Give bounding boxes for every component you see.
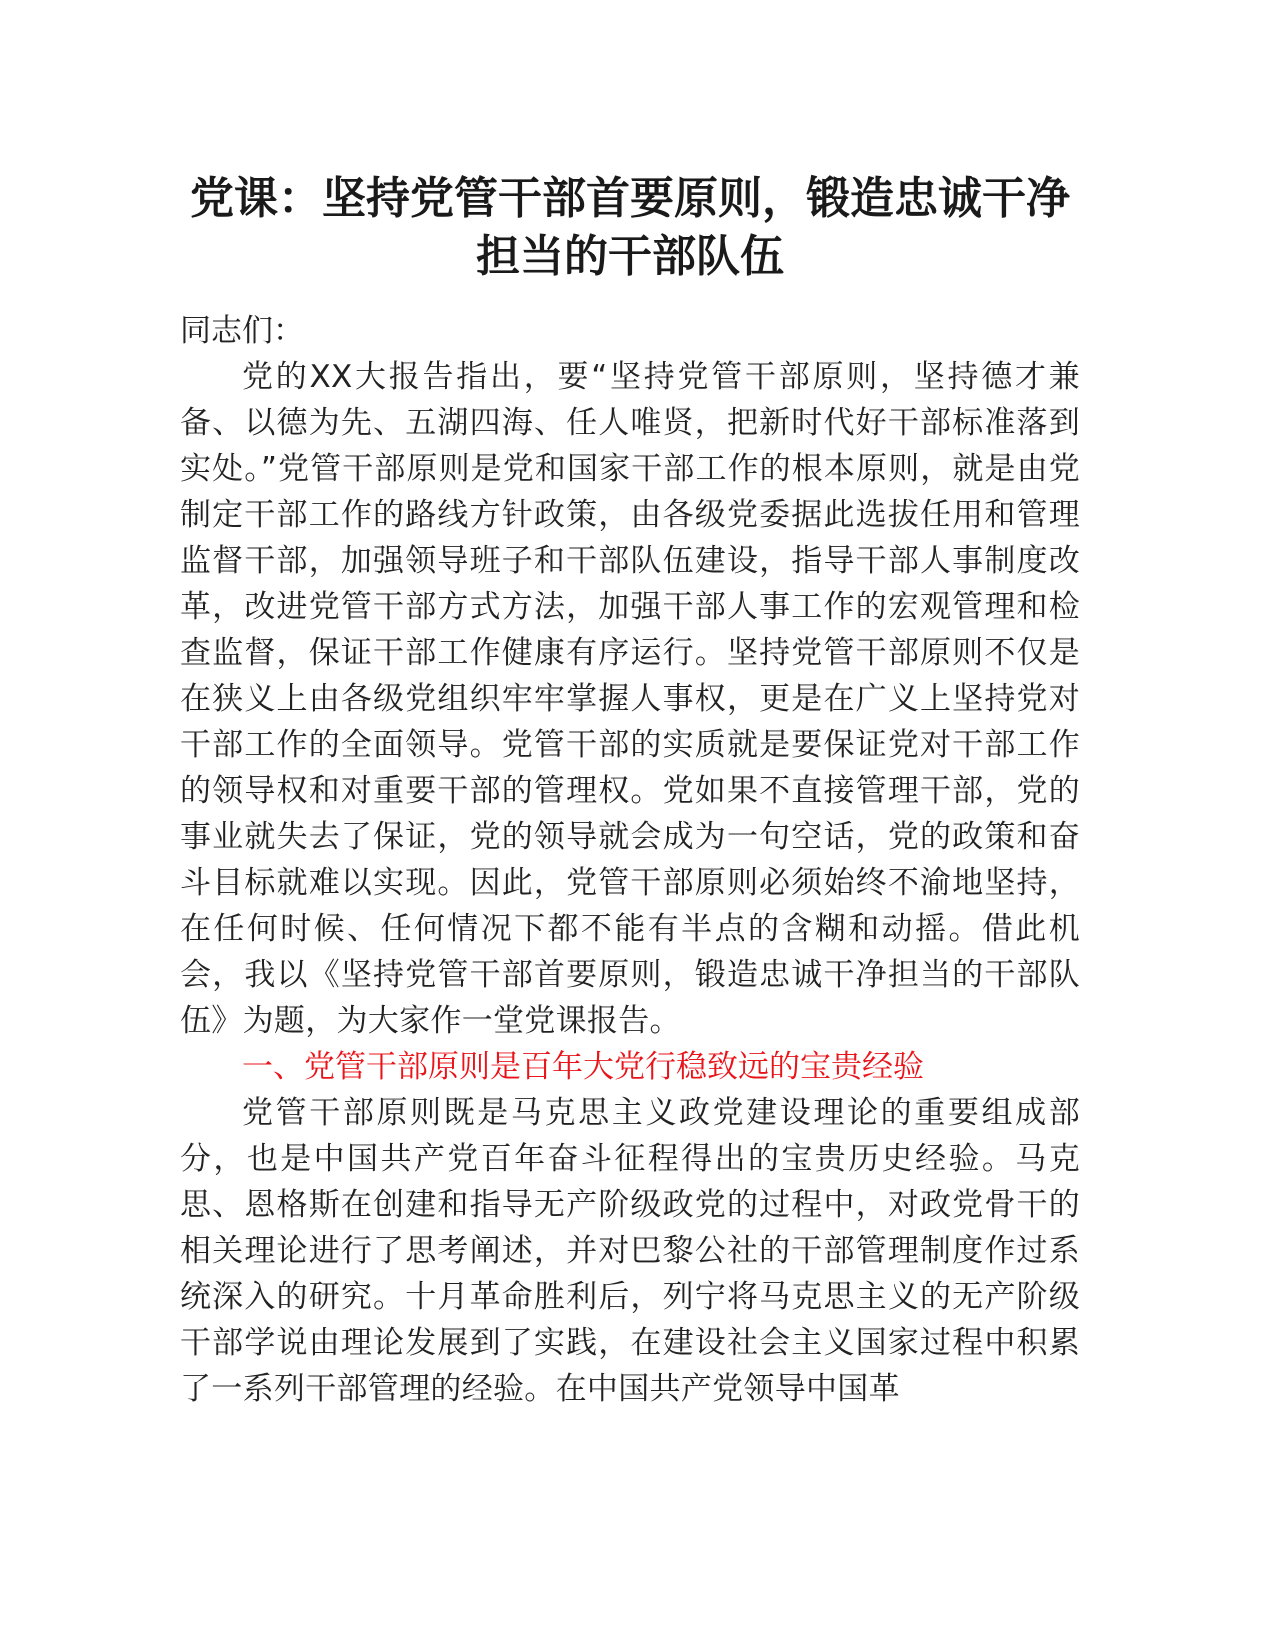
salutation: 同志们：	[180, 313, 304, 349]
document-title: 党课：坚持党管干部首要原则，锻造忠诚干净担当的干部队伍	[190, 173, 1070, 282]
document-page	[180, 170, 1080, 1412]
intro-paragraph: 党的XX大报告指出，要“坚持党管干部原则，坚持德才兼备、以德为先、五湖四海、任人唯贤，把新时代好干部标准落到实处。”党管干部原则是党和国家干部工作的根本原则，就是由党制定干部工作的路线方针政策，由各级党委据此选拔任用和管理监督干部，加强领导班子和干部队伍建设，指导干部人事制度改革，改进党管干部方式方法，加强干部人事工作的宏观管理和检查监督，保证干部工作健康有序运行。坚持党管干部原则不仅是在狭义上由各级党组织牢牢掌握人事权，更是在广义上坚持党对干部工作的全面领导。党管干部的实质就是要保证党对干部工作的领导权和对重要干部的管理权。党如果不直接管理干部，党的事业就失去了保证，党的领导就会成为一句空话，党的政策和奋斗目标就难以实现。因此，党管干部原则必须始终不渝地坚持，在任何时候、任何情况下都不能有半点的含糊和动摇。借此机会，我以《坚持党管干部首要原则，锻造忠诚干净担当的干部队伍》为题，为大家作一堂党课报告。	[180, 359, 1080, 1039]
section-heading-1: 一、党管干部原则是百年大党行稳致远的宝贵经验	[242, 1049, 924, 1085]
section-1-paragraph: 党管干部原则既是马克思主义政党建设理论的重要组成部分，也是中国共产党百年奋斗征程得出的宝贵历史经验。马克思、恩格斯在创建和指导无产阶级政党的过程中，对政党骨干的相关理论进行了思考阐述，并对巴黎公社的干部管理制度作过系统深入的研究。十月革命胜利后，列宁将马克思主义的无产阶级干部学说由理论发展到了实践，在建设社会主义国家过程中积累了一系列干部管理的经验。在中国共产党领导中国革	[180, 1095, 1080, 1407]
